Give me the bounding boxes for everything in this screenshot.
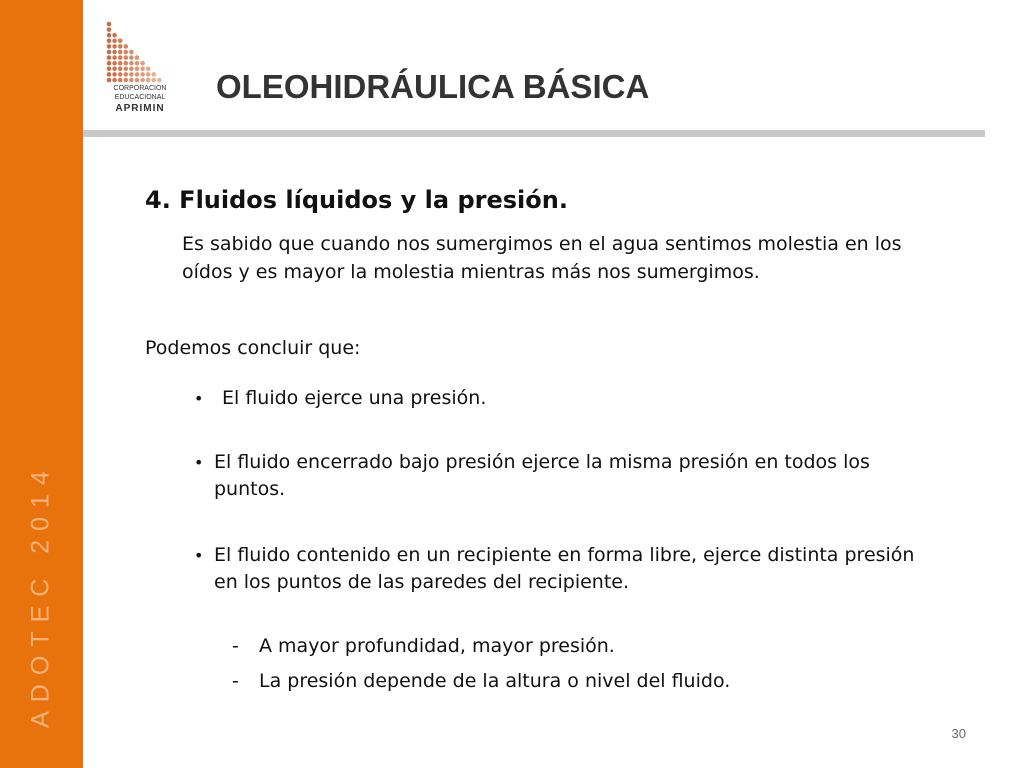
logo-dot: [146, 78, 151, 83]
logo-dot: [140, 78, 145, 83]
logo-dot: [118, 61, 123, 66]
logo-dot: [118, 44, 123, 49]
logo-dot: [107, 67, 112, 72]
logo-dot: [112, 50, 117, 55]
logo-dot: [129, 72, 134, 77]
logo-dot: [146, 72, 151, 77]
logo-dot: [135, 67, 140, 72]
logo-dot: [112, 72, 117, 77]
logo-dot: [157, 78, 162, 83]
logo-dot: [129, 55, 134, 60]
logo-dot: [129, 50, 134, 55]
bullet-item: [194, 385, 934, 412]
logo-dot: [124, 61, 129, 66]
bullet-text: El fluido encerrado bajo presión ejerce la misma presión en todos los puntos.: [214, 451, 870, 500]
logo-dot: [118, 78, 123, 83]
logo-dot: [118, 50, 123, 55]
sub-item-text: La presión depende de la altura o nivel del fluido.: [259, 670, 731, 692]
logo-text-line3: APRIMIN: [115, 103, 165, 114]
logo-dot: [135, 78, 140, 83]
bullet-marker: •: [194, 389, 204, 408]
page-number: 30: [951, 726, 966, 741]
logo-dot: [107, 78, 112, 83]
logo-dot: [152, 72, 157, 77]
logo-dot: [124, 78, 129, 83]
logo-dot: [129, 67, 134, 72]
conclusion-label: Podemos concluir que:: [145, 337, 361, 359]
logo-dot: [107, 22, 112, 27]
logo-text-line1: CORPORACION: [113, 85, 167, 92]
sidebar-vertical-text: ADOTEC 2014: [26, 462, 55, 728]
logo-dot: [107, 72, 112, 77]
logo-dot: [118, 55, 123, 60]
logo-dot: [140, 67, 145, 72]
logo-text-line2: EDUCACIONAL: [114, 94, 166, 101]
logo-dot: [112, 44, 117, 49]
slide-title: OLEOHIDRÁULICA BÁSICA: [216, 68, 650, 105]
section-heading: 4. Fluidos líquidos y la presión.: [145, 186, 568, 214]
bullet-item: [194, 449, 934, 503]
bullet-marker: •: [194, 546, 204, 565]
logo-dot: [107, 44, 112, 49]
logo-dot: [135, 61, 140, 66]
logo-dot: [124, 72, 129, 77]
logo-dot: [112, 67, 117, 72]
logo-dot: [107, 33, 112, 38]
logo-dot: [118, 67, 123, 72]
logo-dot: [124, 50, 129, 55]
dash-marker: -: [232, 635, 239, 657]
logo-dot: [152, 78, 157, 83]
sub-item: [232, 670, 730, 692]
logo-dot: [118, 39, 123, 44]
logo-dots-graphic: [105, 20, 175, 84]
logo-dot: [146, 67, 151, 72]
intro-paragraph: Es sabido que cuando nos sumergimos en el agua sentimos molestia en los oídos y es mayor la molestia mientras más nos sumergimos.: [182, 233, 902, 283]
logo-dot: [112, 33, 117, 38]
bullet-marker: •: [194, 453, 204, 472]
dash-marker: -: [232, 670, 239, 692]
logo-dot: [129, 78, 134, 83]
logo-dot: [112, 39, 117, 44]
logo-dot: [107, 39, 112, 44]
aprimin-logo: [105, 20, 175, 120]
bullet-text: El fluido contenido en un recipiente en forma libre, ejerce distinta presión en los puntos de las paredes del recipiente.: [214, 544, 915, 593]
logo-dot: [118, 72, 123, 77]
sub-item-text: A mayor profundidad, mayor presión.: [259, 635, 615, 657]
logo-dot: [112, 61, 117, 66]
logo-dot: [112, 55, 117, 60]
logo-dot: [107, 27, 112, 32]
sub-item: [232, 635, 615, 657]
logo-dot: [135, 55, 140, 60]
logo-dot: [107, 61, 112, 66]
logo-dot: [140, 61, 145, 66]
logo-dot: [107, 55, 112, 60]
logo-dot: [140, 72, 145, 77]
logo-dot: [112, 78, 117, 83]
bullet-text: El fluido ejerce una presión.: [222, 387, 487, 409]
logo-dot: [135, 72, 140, 77]
logo-dot: [124, 55, 129, 60]
logo-dot: [129, 61, 134, 66]
title-divider: [83, 130, 985, 137]
logo-dot: [124, 67, 129, 72]
bullet-item: [194, 542, 934, 596]
logo-dot: [124, 44, 129, 49]
logo-dot: [107, 50, 112, 55]
